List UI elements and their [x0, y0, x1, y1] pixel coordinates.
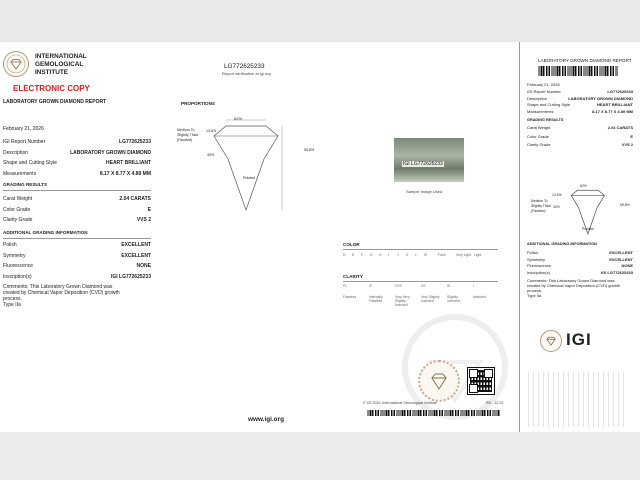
comments-line-2: created by Chemical Vapor Deposition (CVD) growth — [3, 290, 120, 296]
color-grade-h: H — [379, 253, 382, 257]
report-field-row — [3, 171, 151, 177]
stub-report-field-row — [527, 89, 633, 94]
additional-field-label: Symmetry — [3, 252, 26, 259]
depth-percent: 55.8% — [304, 148, 315, 152]
stub-report-field-label: IGI Report Number — [527, 89, 561, 94]
stub-additional-field-label: Inscription(s) — [527, 269, 550, 275]
stub-grading-field-value: 2.04 CARATS — [607, 125, 633, 130]
stub-additional-field-label: Fluorescence — [527, 263, 552, 268]
qr-code — [467, 367, 495, 395]
color-grade-d: D — [343, 253, 346, 257]
color-grade-j: J — [397, 253, 399, 257]
clarity-scale-title: CLARITY — [343, 274, 363, 279]
pavilion-percent: 40% — [207, 153, 215, 157]
stub-comments-line-1: Comments: This Laboratory Grown Diamond was — [527, 278, 615, 283]
stub-report-field-row — [527, 102, 633, 107]
clarity-label: Flawless — [343, 295, 357, 299]
additional-field-row — [3, 242, 151, 248]
color-range-label: Light — [474, 253, 482, 257]
stub-grading-field-label: Clarity Grade — [527, 142, 551, 147]
stub-additional-field-value: EXCELLENT — [609, 250, 633, 255]
divider — [343, 249, 498, 250]
electronic-copy-label: ELECTRONIC COPY — [13, 84, 90, 93]
form-code: RD - 12.20 — [486, 401, 504, 405]
color-grade-g: G — [370, 253, 373, 257]
proportions-title: PROPORTIONS — [181, 101, 215, 106]
color-grade-f: F — [361, 253, 364, 257]
report-field-row — [3, 150, 151, 156]
igi-seal — [418, 360, 460, 402]
clarity-code: SI — [447, 284, 451, 288]
website[interactable]: www.igi.org — [248, 416, 284, 423]
stub-report-field-label: Shape and Cutting Style — [527, 102, 571, 107]
clarity-label: Internally Flawless — [369, 295, 383, 303]
diamond-icon — [420, 362, 458, 400]
color-range-label: Very Light — [456, 253, 472, 257]
report-date: February 21, 2026 — [3, 126, 44, 132]
clarity-code: VS — [421, 284, 426, 288]
org-name-line2: GEMOLOGICAL — [35, 61, 84, 68]
report-field-value: 8.17 X 8.77 X 4.89 MM — [99, 170, 151, 177]
additional-field-value: EXCELLENT — [121, 242, 151, 248]
stub-grading-title: GRADING RESULTS — [527, 118, 564, 122]
report-field-value: HEART BRILLIANT — [106, 160, 151, 166]
stub-title: LABORATORY GROWN DIAMOND REPORT — [538, 58, 632, 63]
stub-depth-percent: 55.8% — [620, 203, 630, 207]
stub-additional-field-label: Symmetry — [527, 256, 545, 262]
clarity-scale — [343, 283, 498, 305]
stub-additional-field-row — [527, 263, 633, 268]
stub-date: February 21, 2026 — [527, 82, 560, 87]
grading-field-value: E — [147, 206, 151, 213]
additional-field-row — [3, 263, 151, 269]
stub-report-field-label: Measurements — [527, 108, 554, 114]
girdle-label-2: Slightly Thick — [177, 133, 199, 137]
report-field-label: Description — [3, 149, 29, 156]
stub-additional-field-value: EXCELLENT — [609, 256, 633, 262]
clarity-code: I — [473, 284, 474, 288]
stub-additional-title: ADDITIONAL GRADING INFORMATION — [527, 242, 597, 246]
stub-grading-field-row — [527, 125, 633, 130]
clarity-code: VVS — [395, 284, 402, 288]
stub-igi-logo — [540, 330, 562, 352]
grading-results-title: GRADING RESULTS — [3, 182, 48, 187]
report-field-label: Measurements — [3, 170, 37, 177]
photo-caption: Sample Image Used — [406, 189, 443, 194]
report-field-label: Shape and Cutting Style — [3, 160, 57, 166]
comments-line-4: Type IIa — [3, 302, 21, 308]
stub-comments-line-3: process. — [527, 288, 543, 293]
grading-field-label: Carat Weight — [3, 196, 33, 202]
report-field-row — [3, 160, 151, 166]
photo-inscription: IGI LG772625233 — [403, 161, 443, 167]
clarity-code: IF — [369, 284, 373, 288]
stub-report-field-row — [527, 109, 633, 114]
report-field-value: LABORATORY GROWN DIAMOND — [70, 149, 151, 156]
stub-girdle-label-2: Slightly Thick — [531, 204, 551, 208]
org-name-line3: INSTITUTE — [35, 69, 69, 76]
additional-field-value: NONE — [136, 263, 151, 269]
comments-line-1: Comments: This Laboratory Grown Diamond was — [3, 284, 113, 290]
additional-field-row — [3, 253, 151, 259]
stub-comments-line-2: created by Chemical Vapor Deposition (CVD) growth — [527, 283, 621, 288]
stub-additional-field-row — [527, 257, 633, 262]
additional-field-row — [3, 274, 151, 280]
stub-barcode — [538, 66, 618, 76]
grading-field-label: Color Grade — [3, 206, 31, 213]
stub-comments-line-4: Type IIa — [527, 293, 542, 298]
color-grade-m: M — [424, 253, 427, 257]
stub-additional-field-value: IGI LG772625233 — [600, 269, 633, 275]
stub-report-field-label: Description — [527, 95, 548, 101]
report-field-label: IGI Report Number — [3, 139, 46, 145]
report-field-row — [3, 139, 151, 145]
report-title: LABORATORY GROWN DIAMOND REPORT — [3, 99, 107, 105]
stub-report-field-value: HEART BRILLIANT — [597, 102, 633, 107]
stub-grading-field-value: E — [630, 133, 633, 139]
additional-field-value: IGI LG772625233 — [110, 273, 151, 280]
color-grade-e: E — [352, 253, 355, 257]
stub-grading-field-row — [527, 142, 633, 147]
stub-report-field-value: LABORATORY GROWN DIAMOND — [568, 95, 633, 101]
stub-additional-field-value: NONE — [621, 263, 633, 268]
stub-report-field-row — [527, 96, 633, 101]
stub-report-field-value: 8.17 X 8.77 X 4.89 MM — [592, 108, 633, 114]
igi-logo — [3, 51, 29, 77]
girdle-label-3: (Faceted) — [177, 138, 193, 142]
proportions-diagram — [204, 114, 304, 214]
stub-culet-label: Pointed — [582, 227, 594, 231]
clarity-label: Very Very Slightly Included — [395, 295, 410, 307]
diamond-icon — [4, 52, 28, 76]
divider — [343, 281, 498, 282]
girdle-label-1: Medium To — [177, 128, 195, 132]
grading-field-row — [3, 207, 151, 213]
color-grade-i: I — [388, 253, 389, 257]
additional-field-value: EXCELLENT — [121, 252, 151, 259]
additional-field-label: Polish — [3, 242, 17, 248]
stub-table-percent: 62% — [580, 184, 587, 188]
color-grade-l: L — [415, 253, 417, 257]
color-scale-title: COLOR — [343, 242, 360, 247]
grading-field-label: Clarity Grade — [3, 217, 33, 223]
stub-fineprint — [528, 372, 628, 427]
clarity-label: Included — [473, 295, 486, 299]
stub-report-field-value: LG772625233 — [607, 89, 633, 94]
stub-pavilion-percent: 40% — [553, 205, 560, 209]
clarity-label: Slightly Included — [447, 295, 460, 303]
barcode — [367, 410, 500, 416]
diamond-photo — [394, 138, 464, 182]
divider — [3, 190, 151, 191]
stub-grading-field-row — [527, 134, 633, 139]
stub-grading-field-label: Color Grade — [527, 133, 549, 139]
stub-girdle-label-1: Medium To — [531, 199, 548, 203]
color-grade-k: K — [406, 253, 409, 257]
report-sheet — [0, 42, 640, 432]
table-percent: 62% — [234, 116, 243, 121]
stub-additional-field-row — [527, 250, 633, 255]
stub-divider — [519, 42, 520, 432]
grading-field-row — [3, 217, 151, 223]
diamond-icon — [541, 331, 561, 351]
copyright: © IGI 2020, International Gemological Institute — [363, 401, 437, 405]
stub-girdle-label-3: (Faceted) — [531, 209, 546, 213]
divider — [3, 238, 151, 239]
grading-field-row — [3, 196, 151, 202]
additional-grading-title: ADDITIONAL GRADING INFORMATION — [3, 230, 88, 235]
stub-additional-field-label: Polish — [527, 250, 538, 255]
stub-brand: IGI — [566, 330, 592, 349]
color-range-label: Faint — [438, 253, 446, 257]
color-scale — [343, 251, 498, 261]
culet-label: Pointed — [243, 176, 256, 180]
comments-line-3: process. — [3, 296, 22, 302]
clarity-code: FL — [343, 284, 347, 288]
grading-field-value: VVS 2 — [136, 217, 151, 223]
stub-grading-field-value: VVS 2 — [621, 142, 633, 147]
additional-field-label: Fluorescence — [3, 263, 34, 269]
stub-crown-percent: 13.5% — [552, 193, 562, 197]
grading-field-value: 2.04 CARATS — [119, 196, 151, 202]
stub-additional-field-row — [527, 270, 633, 275]
report-field-value: LG772625233 — [119, 139, 151, 145]
clarity-label: Very Slightly Included — [421, 295, 440, 303]
background-below — [0, 432, 640, 480]
crown-percent: 13.5% — [206, 129, 217, 133]
stub-grading-field-label: Carat Weight — [527, 125, 551, 130]
report-number-center: LG772625233 — [224, 63, 265, 70]
verification-note: Report verification at igi.org — [222, 71, 271, 76]
additional-field-label: Inscription(s) — [3, 273, 32, 280]
org-name-line1: INTERNATIONAL — [35, 53, 87, 60]
